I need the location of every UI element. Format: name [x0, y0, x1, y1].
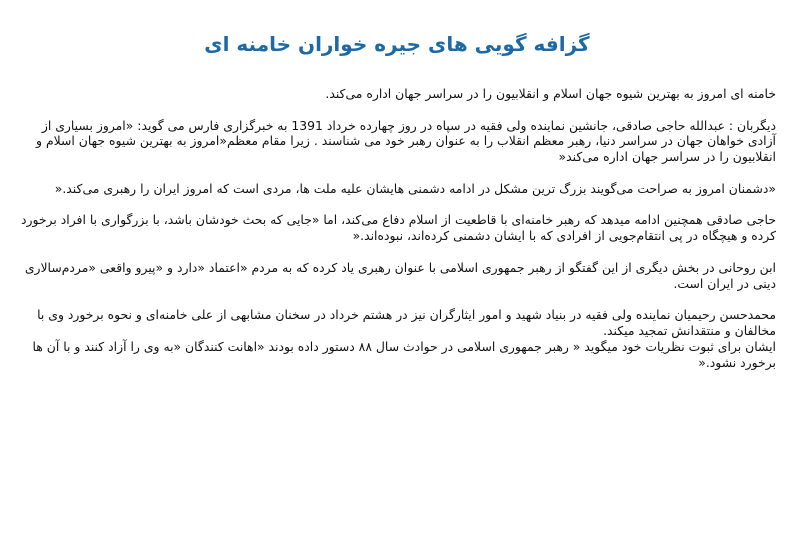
article-paragraph: دیگربان : عبدالله حاجی صادقی، جانشین نماینده ولی فقیه در سپاه در روز چهارده خرداد 1391 به خبرگزاری فارس می گوید: «امروز بسیاری از آزادی خواهان جهان در سراسر دنیا، رهبر معظم انقلاب را به عنوان رهبر خود می شناسند . زیرا مقام معظم«امروز به بهترین شیوه جهان اسلام و انقلابیون را در سراسر جهان اداره می‌کند«: [36, 117, 776, 165]
article-title: گزافه گویی های جیره خواران خامنه ای: [204, 32, 590, 56]
article-paragraph: محمدحسن رحیمیان نماینده ولی فقیه در بنیاد شهید و امور ایثارگران نیز در هشتم خرداد در سخنان مشابهی از علی خامنه‌ای و نحوه برخورد وی با مخالفان و منتقدانش تمجید میکند.: [37, 307, 776, 338]
article-paragraph: ابن روحانی در بخش دیگری از این گفتگو از رهبر جمهوری اسلامی با عنوان رهبری یاد کرده که به مردم «اعتماد «دارد و «پیرو واقعی «مردم‌سالاری دینی در ایران است.: [24, 259, 776, 291]
article-paragraph: خامنه ای امروز به بهترین شیوه جهان اسلام و انقلابیون را در سراسر جهان اداره می‌کند.: [325, 86, 776, 101]
article-body: [14, 86, 776, 386]
article-paragraph: «دشمنان امروز به صراحت می‌گویند بزرگ ترین مشکل در ادامه دشمنی هایشان علیه ملت ها، مردی است که امروز ایران را رهبری می‌کند.«: [54, 180, 776, 196]
article-paragraph: ایشان برای ثبوت نظریات خود میگوید « رهبر جمهوری اسلامی در حوادث سال ۸۸ دستور داده بودند «اهانت کنندگان «به وی را آزاد کنند و با آن ها برخورد نشود.«: [32, 338, 776, 370]
article-paragraph: حاجی صادقی همچنین ادامه میدهد که رهبر خامنه‌ای با قاطعیت از اسلام دفاع می‌کند، اما «جایی که بحث خودشان باشد، با بزرگواری با افراد برخورد کرده و هیچگاه در پی انتقام‌جویی از افرادی که با ایشان دشمنی کرده‌اند، نبوده‌اند.«: [20, 212, 776, 244]
